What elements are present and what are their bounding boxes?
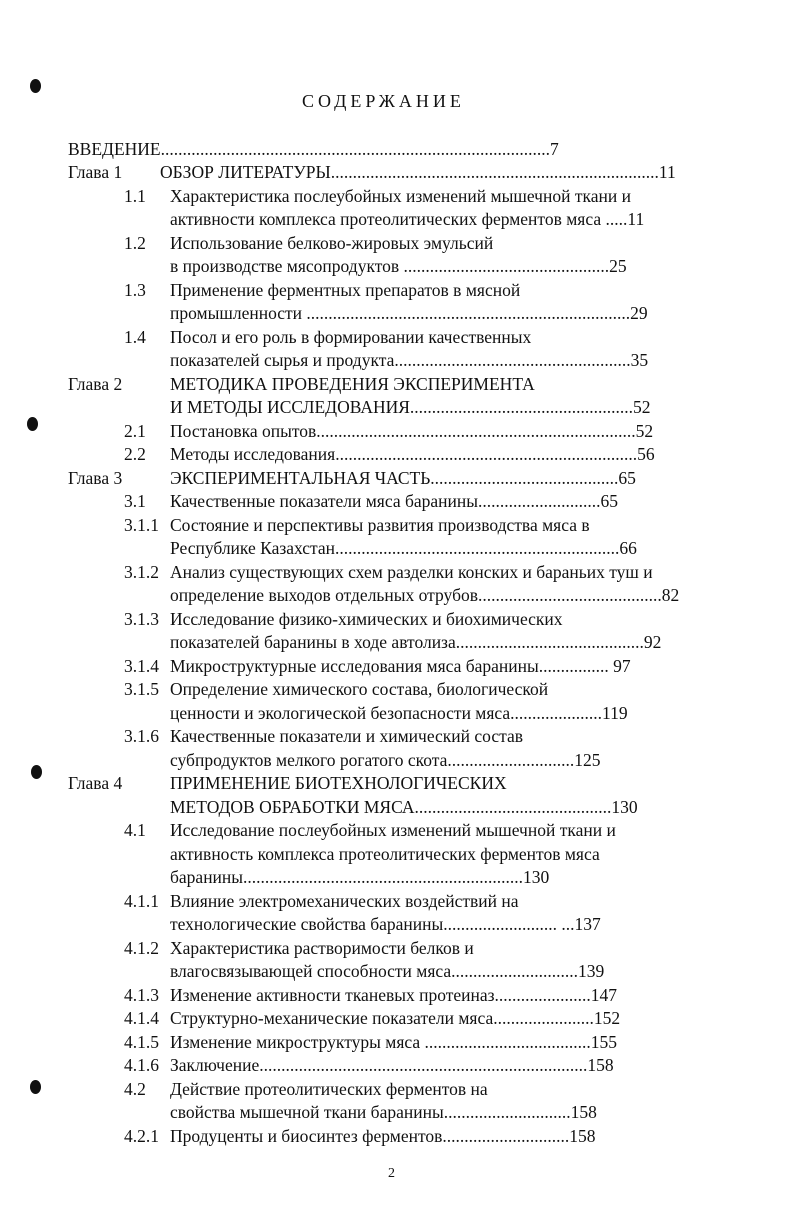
toc-section-number: 2.1 bbox=[124, 421, 146, 441]
toc-entry: Характеристика растворимости белков и bbox=[170, 938, 474, 958]
toc-entry: Качественные показатели и химический состав bbox=[170, 726, 524, 746]
toc-entry: влагосвязывающей способности мяса.............................139 bbox=[170, 961, 605, 981]
toc-section-number: 3.1.3 bbox=[124, 609, 159, 629]
toc-entry: субпродуктов мелкого рогатого скота.............................125 bbox=[170, 750, 601, 770]
toc-entry: активность комплекса протеолитических ферментов мяса bbox=[170, 844, 600, 864]
toc-entry: Методы исследования.....................................................................56 bbox=[170, 444, 655, 464]
toc-section-number: 4.1 bbox=[124, 820, 146, 840]
page-number: 2 bbox=[388, 1166, 395, 1181]
toc-entry: определение выходов отдельных отрубов..........................................82 bbox=[170, 585, 680, 605]
toc-section-number: 4.2 bbox=[124, 1079, 146, 1099]
toc-chapter-label: Глава 3 bbox=[68, 468, 123, 488]
toc-entry: промышленности ..........................................................................29 bbox=[170, 303, 648, 323]
binder-hole-mark bbox=[27, 417, 38, 431]
toc-chapter-label: Глава 1 bbox=[68, 162, 123, 182]
toc-section-number: 4.1.5 bbox=[124, 1032, 159, 1052]
toc-entry: Характеристика послеубойных изменений мышечной ткани и bbox=[170, 186, 631, 206]
toc-entry: Республике Казахстан.................................................................66 bbox=[170, 538, 637, 558]
toc-entry: ЭКСПЕРИМЕНТАЛЬНАЯ ЧАСТЬ...........................................65 bbox=[170, 468, 636, 488]
binder-hole-mark bbox=[30, 79, 41, 93]
toc-entry: технологические свойства баранины.......................... ...137 bbox=[170, 914, 601, 934]
toc-section-number: 4.1.4 bbox=[124, 1008, 159, 1028]
binder-hole-mark bbox=[30, 1080, 41, 1094]
toc-section-number: 3.1.4 bbox=[124, 656, 159, 676]
toc-entry: И МЕТОДЫ ИССЛЕДОВАНИЯ...................................................52 bbox=[170, 397, 651, 417]
toc-entry: Заключение...........................................................................158 bbox=[170, 1055, 614, 1075]
toc-entry: свойства мышечной ткани баранины.............................158 bbox=[170, 1102, 597, 1122]
toc-section-number: 2.2 bbox=[124, 444, 146, 464]
toc-entry: Анализ существующих схем разделки конских и бараньих туш и bbox=[170, 562, 653, 582]
toc-section-number: 1.3 bbox=[124, 280, 146, 300]
toc-section-number: 1.4 bbox=[124, 327, 146, 347]
page-title: СОДЕРЖАНИЕ bbox=[302, 91, 465, 111]
toc-entry: ОБЗОР ЛИТЕРАТУРЫ...........................................................................11 bbox=[160, 162, 676, 182]
toc-entry: Состояние и перспективы развития производства мяса в bbox=[170, 515, 590, 535]
toc-section-number: 3.1.6 bbox=[124, 726, 159, 746]
toc-entry: Структурно-механические показатели мяса.......................152 bbox=[170, 1008, 621, 1028]
toc-section-number: 4.1.1 bbox=[124, 891, 159, 911]
toc-entry: Действие протеолитических ферментов на bbox=[170, 1079, 488, 1099]
toc-entry: Влияние электромеханических воздействий на bbox=[170, 891, 519, 911]
toc-entry: ВВЕДЕНИЕ.........................................................................................7 bbox=[68, 139, 559, 159]
toc-entry: Определение химического состава, биологической bbox=[170, 679, 549, 699]
toc-entry: активности комплекса протеолитических ферментов мяса .....11 bbox=[170, 209, 645, 229]
toc-section-number: 4.1.3 bbox=[124, 985, 159, 1005]
toc-entry: ценности и экологической безопасности мяса.....................119 bbox=[170, 703, 628, 723]
toc-section-number: 3.1.1 bbox=[124, 515, 159, 535]
toc-entry: Продуценты и биосинтез ферментов.............................158 bbox=[170, 1126, 596, 1146]
toc-section-number: 4.1.6 bbox=[124, 1055, 159, 1075]
toc-entry: Изменение активности тканевых протеиназ......................147 bbox=[170, 985, 618, 1005]
toc-section-number: 4.1.2 bbox=[124, 938, 159, 958]
toc-section-number: 3.1 bbox=[124, 491, 146, 511]
toc-entry: МЕТОДОВ ОБРАБОТКИ МЯСА.............................................130 bbox=[170, 797, 638, 817]
toc-entry: Микроструктурные исследования мяса баранины................ 97 bbox=[170, 656, 631, 676]
toc-entry: в производстве мясопродуктов ...............................................25 bbox=[170, 256, 627, 276]
toc-entry: Использование белково-жировых эмульсий bbox=[170, 233, 494, 253]
toc-entry: Постановка опытов.........................................................................52 bbox=[170, 421, 654, 441]
toc-section-number: 1.1 bbox=[124, 186, 146, 206]
toc-entry: Исследование физико-химических и биохимических bbox=[170, 609, 563, 629]
toc-section-number: 3.1.5 bbox=[124, 679, 159, 699]
toc-entry: Посол и его роль в формировании качественных bbox=[170, 327, 532, 347]
toc-entry: баранины................................................................130 bbox=[170, 867, 550, 887]
toc-section-number: 1.2 bbox=[124, 233, 146, 253]
toc-entry: Качественные показатели мяса баранины............................65 bbox=[170, 491, 619, 511]
toc-entry: Применение ферментных препаратов в мясной bbox=[170, 280, 521, 300]
toc-entry: МЕТОДИКА ПРОВЕДЕНИЯ ЭКСПЕРИМЕНТА bbox=[170, 374, 535, 394]
toc-entry: Изменение микроструктуры мяса ......................................155 bbox=[170, 1032, 617, 1052]
toc-section-number: 3.1.2 bbox=[124, 562, 159, 582]
binder-hole-mark bbox=[31, 765, 42, 779]
toc-chapter-label: Глава 2 bbox=[68, 374, 123, 394]
toc-entry: ПРИМЕНЕНИЕ БИОТЕХНОЛОГИЧЕСКИХ bbox=[170, 773, 507, 793]
toc-entry: показателей сырья и продукта......................................................35 bbox=[170, 350, 649, 370]
toc-section-number: 4.2.1 bbox=[124, 1126, 159, 1146]
toc-chapter-label: Глава 4 bbox=[68, 773, 123, 793]
toc-entry: Исследование послеубойных изменений мышечной ткани и bbox=[170, 820, 616, 840]
toc-entry: показателей баранины в ходе автолиза...........................................92 bbox=[170, 632, 662, 652]
